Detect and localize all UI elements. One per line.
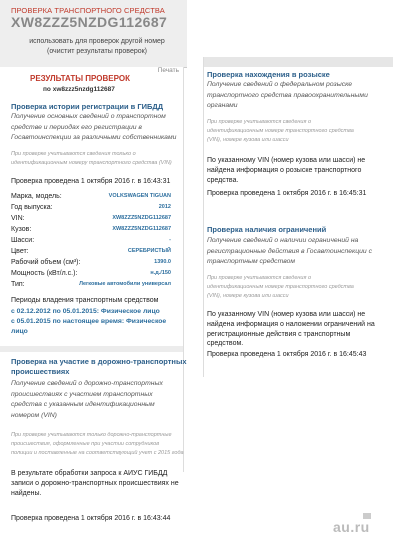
ownership-period: с 02.12.2012 по 05.01.2015: Физическое лицо: [11, 308, 160, 315]
history-done: Проверка проведена 1 октября 2016 г. в 16:43:31: [11, 178, 171, 185]
field-color: Цвет: СЕРЕБРИСТЫЙ: [11, 248, 171, 255]
ownership-period: с 05.01.2015 по настоящее время: Физическое: [11, 318, 167, 325]
accident-result: В результате обработки запроса к АИУС ГИБДД записи о дорожно-транспортных происшествиях не найдены.: [11, 470, 179, 497]
results-title: РЕЗУЛЬТАТЫ ПРОВЕРОК: [30, 74, 130, 83]
field-year: Год выпуска: 2012: [11, 204, 171, 211]
wanted-note: При проверке учитываются сведения о идентификационным номере транспортного средства (VIN), номере кузова или шасси: [207, 119, 354, 143]
print-link[interactable]: Печать: [157, 67, 179, 74]
results-subtitle: по xw8zzz5nzdg112687: [43, 86, 115, 93]
accident-desc: Получение сведений о дорожно-транспортных происшествиях с участием транспортных средства с указанным идентификационным номером (VIN): [11, 380, 163, 419]
page-header: [0, 0, 187, 68]
wanted-desc: Получение сведений о федеральном розыске транспортного средства правоохранительными органами: [207, 81, 368, 110]
accident-note: При проверке учитываются только дорожно-транспортные происшествия, оформленные при участии сотрудников полиции и поставленные на соответствующий учет с 2015 года: [11, 432, 184, 456]
wanted-result: По указанному VIN (номер кузова или шасси) не найдена информация о розыске транспортного средства.: [207, 157, 366, 184]
ownership-periods-title: Периоды владения транспортным средством: [11, 297, 159, 304]
restrictions-desc: Получение сведений о наличии ограничений на регистрационные действия в Госавтоинспекции с транспортным средством: [207, 237, 372, 266]
header-title: ПРОВЕРКА ТРАНСПОРТНОГО СРЕДСТВА: [11, 6, 165, 15]
right-column-header-bar: [203, 57, 393, 67]
field-power: Мощность (кВт/л.с.): н.д./150: [11, 270, 171, 277]
restrictions-note: При проверке учитываются сведения о идентификационным номере транспортного средства (VIN), номере кузова или шасси: [207, 275, 354, 299]
watermark: au.ru: [333, 519, 370, 535]
vin-display: XW8ZZZ5NZDG112687: [11, 14, 168, 30]
field-body: Кузов: XW8ZZZ5NZDG112687: [11, 226, 171, 233]
wanted-check-title: Проверка нахождения в розыске: [207, 70, 330, 79]
accident-done: Проверка проведена 1 октября 2016 г. в 16:43:44: [11, 515, 171, 522]
history-note: При проверке учитываются сведения только о идентификационным номеру транспортного средства (VIN): [11, 151, 172, 166]
other-number-link[interactable]: использовать для проверок другой номер (очистит результаты проверок): [29, 38, 165, 55]
field-chassis: Шасси: -: [11, 237, 171, 244]
field-type: Тип: Легковые автомобили универсал: [11, 281, 171, 288]
field-make-model: Марка, модель: VOLKSWAGEN TIGUAN: [11, 193, 171, 200]
restrictions-check-title: Проверка наличия ограничений: [207, 225, 327, 234]
ownership-period: лицо: [11, 328, 28, 335]
field-volume: Рабочий объем (см³): 1390.0: [11, 259, 171, 266]
column-separator: [203, 57, 204, 377]
field-vin: VIN: XW8ZZZ5NZDG112687: [11, 215, 171, 222]
restrictions-result: По указанному VIN (номер кузова или шасси) не найдена информация о наложении ограничений на регистрационные действия с транспортным средством.: [207, 311, 375, 348]
history-desc: Получение основных сведений о транспортном средстве и периодах его регистрации в Госавтоинспекции за различными собственниками: [11, 113, 177, 142]
restrictions-done: Проверка проведена 1 октября 2016 г. в 16:45:43: [207, 351, 367, 358]
history-check-title: Проверка истории регистрации в ГИБДД: [11, 102, 164, 111]
section-divider: [0, 346, 183, 352]
wanted-done: Проверка проведена 1 октября 2016 г. в 16:45:31: [207, 190, 367, 197]
accident-check-title: Проверка на участие в дорожно-транспортных происшествиях: [11, 357, 187, 376]
